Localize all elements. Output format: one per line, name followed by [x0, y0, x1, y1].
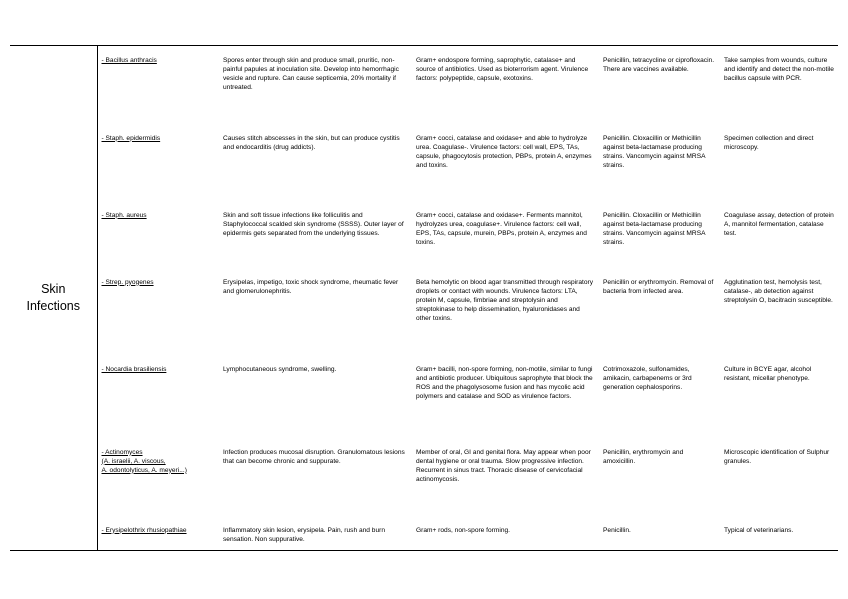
diagnosis-cell: Specimen collection and direct microscopy.: [724, 134, 814, 151]
diagnosis-cell: Culture in BCYE agar, alcohol resistant, micellar phenotype.: [724, 365, 812, 382]
organism-cell: - Erysipelothrix rhusiopathiae: [101, 526, 187, 534]
table-row: [10, 355, 838, 438]
microbiology-cell: Member of oral, GI and genital flora. May appear when poor dental hygiene or oral trauma. Slow progressive infection. Recurrent in sinus tract. Thoracic disease of cervicofacial actinomycosis.: [416, 448, 591, 483]
disease-cell: Lymphocutaneous syndrome, swelling.: [223, 365, 337, 373]
disease-cell: Inflammatory skin lesion, erysipela. Pain, rush and burn sensation. Non suppurative.: [223, 526, 385, 543]
organism-cell: - Bacillus anthracis: [101, 57, 157, 64]
disease-cell: Skin and soft tissue infections like folliculitis and Staphylococcal scalded skin syndrome (SSSS). Outer layer of epidermis gets separated from the underlying tissues.: [223, 211, 404, 237]
section-label-line1: Skin: [41, 282, 66, 296]
organism-cell: - Nocardia brasiliensis: [101, 365, 167, 373]
section-label-line2: Infections: [26, 299, 80, 313]
table-row: [10, 516, 838, 551]
disease-cell: Erysipelas, impetigo, toxic shock syndrome, rheumatic fever and glomerulonephritis.: [223, 278, 399, 295]
treatment-cell: Penicillin.: [603, 526, 631, 534]
treatment-cell: Penicillin. Cloxacillin or Methicillin against beta-lactamase producing strains. Vancomycin against MRSA strains.: [603, 134, 706, 169]
microbiology-cell: Gram+ rods, non-spore forming.: [416, 526, 510, 534]
microbiology-cell: Gram+ cocci, catalase and oxidase+. Ferments mannitol, hydrolyzes urea, coagulase+. Virulence factors: cell wall, EPS, TAs, capsule, murein, PBPs, protein A, enzymes and toxins.: [416, 211, 587, 246]
organism-cell: [97, 438, 219, 516]
organism-cell: - Strep. pyogenes: [101, 278, 154, 286]
section-label: [10, 46, 97, 551]
organism-cell: - Staph. epidermidis: [101, 134, 161, 142]
treatment-cell: Penicillin, tetracycline or ciprofloxacin. There are vaccines available.: [603, 57, 715, 73]
infection-table: [10, 45, 838, 551]
microbiology-cell: Beta hemolytic on blood agar transmitted through respiratory droplets or contact with wounds. Virulence factors: LTA, protein M, capsule, fimbriae and streptolysin and streptokinase to help dissemination, hyaluronidases and other toxins.: [416, 278, 594, 322]
table-row: [10, 46, 838, 124]
treatment-cell: Cotrimoxazole, sulfonamides, amikacin, carbapenems or 3rd generation cephalosporins.: [603, 365, 692, 391]
disease-cell: Spores enter through skin and produce small, pruritic, non-painful papules at inoculation site. Develop into hemorrhagic vesicle and rupture. Can cause septicemia, 20% mortality if untreated.: [223, 57, 399, 91]
diagnosis-cell: Agglutination test, hemolysis test, catalase-, ab detection against streptolysin O, bacitracin susceptible.: [724, 278, 833, 304]
microbiology-cell: Gram+ cocci, catalase and oxidase+ and able to hydrolyze urea. Coagulase-. Virulence factors: cell wall, EPS, TAs, capsule, phagocytosis protection, PBPs, protein A, enzymes and toxins.: [416, 134, 592, 169]
table-row: [10, 268, 838, 355]
organism-species-line2: A. odontolyticus, A. meyeri...): [101, 466, 187, 474]
microbiology-cell: Gram+ endospore forming, saprophytic, catalase+ and source of antibiotics. Used as bioterrorism agent. Virulence factors: polypeptide, capsule, exotoxins.: [416, 57, 589, 82]
table-row: [10, 201, 838, 268]
organism-species-line1: (A. israelii, A. viscous,: [101, 457, 166, 465]
treatment-cell: Penicillin, erythromycin and amoxicillin.: [603, 448, 684, 465]
treatment-cell: Penicillin. Cloxacillin or Methicillin against beta-lactamase producing strains. Vancomycin against MRSA strains.: [603, 211, 706, 246]
organism-name: - Actinomyces: [101, 448, 143, 456]
table-row: [10, 124, 838, 201]
diagnosis-cell: Microscopic identification of Sulphur granules.: [724, 448, 830, 465]
diagnosis-cell: Typical of veterinarians.: [724, 526, 794, 534]
diagnosis-cell: Coagulase assay, detection of protein A, mannitol fermentation, catalase test.: [724, 211, 834, 237]
disease-cell: Infection produces mucosal disruption. Granulomatous lesions that can become chronic and suppurate.: [223, 448, 405, 465]
microbiology-cell: Gram+ bacilli, non-spore forming, non-motile, similar to fungi and antibiotic producer. Ubiquitous saprophyte that block the ROS and the phagolysosome fusion and has mycolic acid polymers and catalase and SOD as virulence factors.: [416, 365, 593, 400]
organism-cell: - Staph. aureus: [101, 211, 147, 219]
table-row: [10, 438, 838, 516]
treatment-cell: Penicillin or erythromycin. Removal of bacteria from infected area.: [603, 278, 714, 295]
diagnosis-cell: Take samples from wounds, culture and identify and detect the non-motile bacillus capsule with PCR.: [724, 57, 834, 82]
disease-cell: Causes stitch abscesses in the skin, but can produce cystitis and endocarditis (drug addicts).: [223, 134, 400, 151]
